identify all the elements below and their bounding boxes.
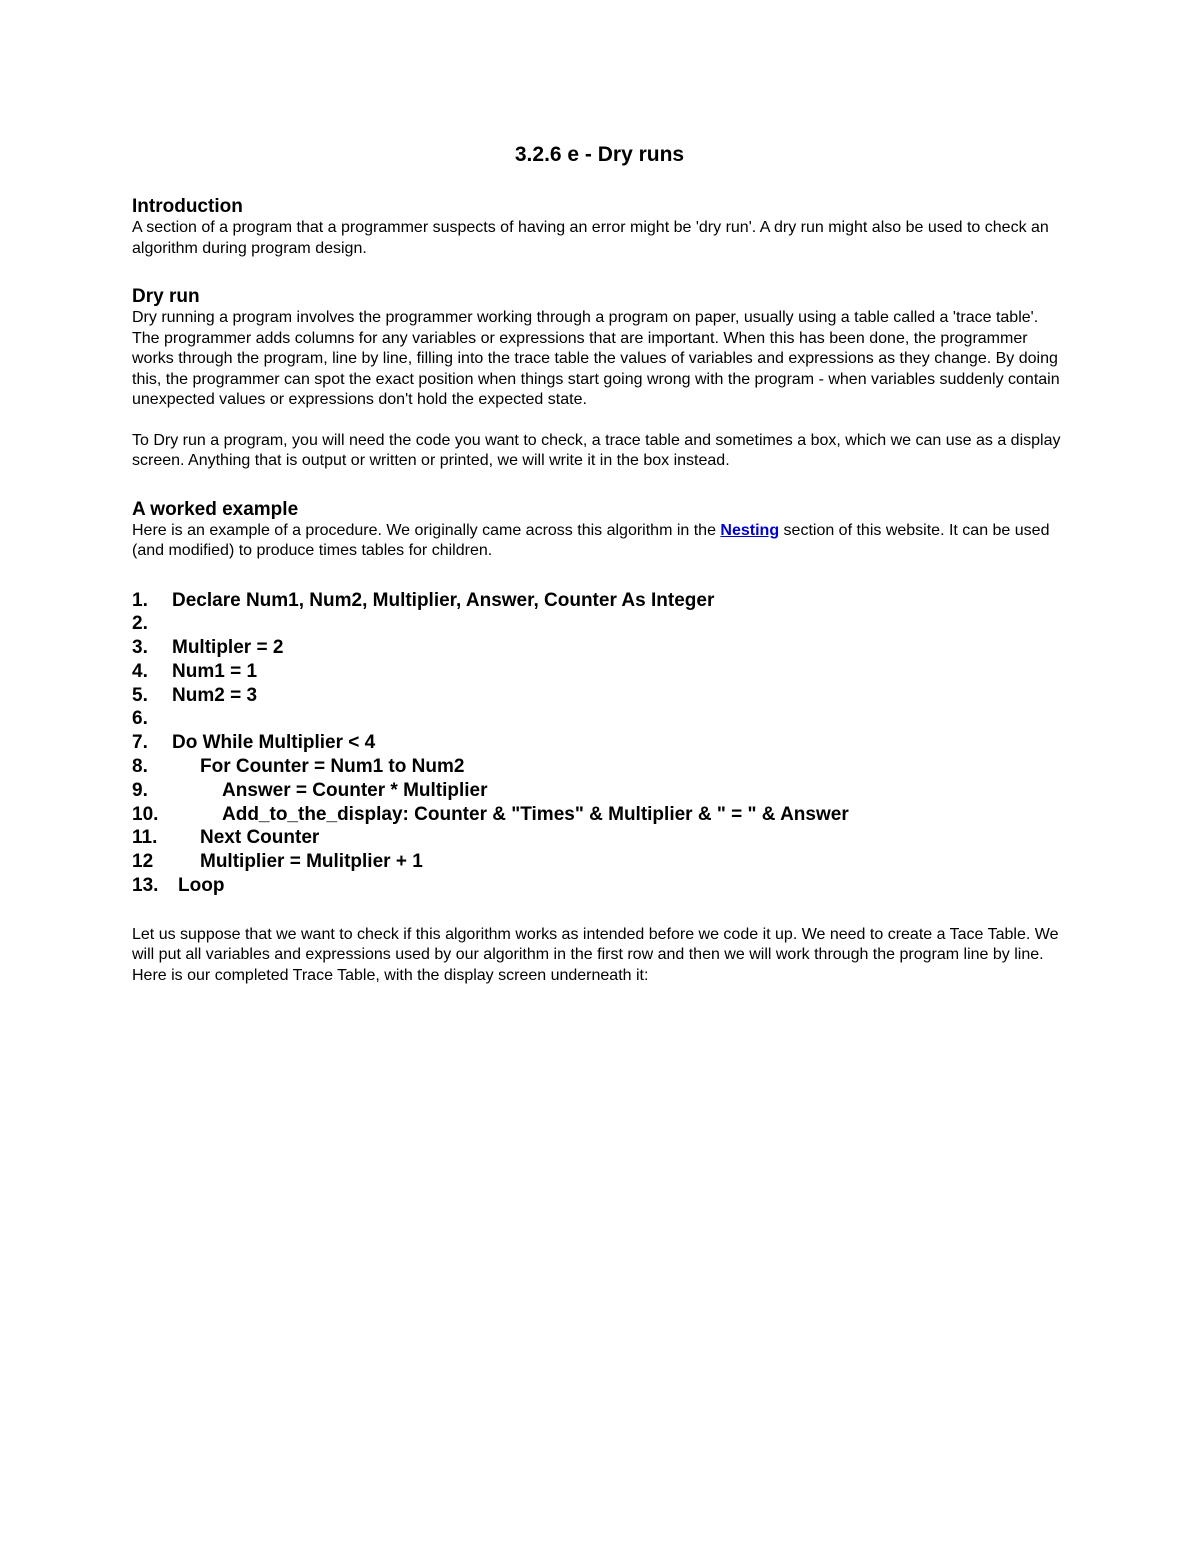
code-line	[132, 684, 1067, 708]
code-line	[132, 826, 1067, 850]
code-line	[132, 803, 1067, 827]
introduction-text: A section of a program that a programmer suspects of having an error might be 'dry run'. A dry run might also be used to check an algorithm during program design.	[132, 219, 1049, 257]
code-line	[132, 755, 1067, 779]
worked-example-text-start: Here is an example of a procedure. We originally came across this algorithm in the	[132, 521, 721, 539]
code-line	[132, 874, 1067, 898]
code-line	[132, 636, 1067, 660]
line-number: 2.	[132, 613, 148, 635]
code-line	[132, 612, 1067, 636]
code-text: Num2 = 3	[172, 684, 258, 706]
code-listing	[132, 589, 1067, 898]
code-text: Next Counter	[200, 827, 320, 849]
code-text: Do While Multiplier < 4	[172, 732, 376, 754]
line-number: 11.	[132, 827, 158, 849]
line-number: 12	[132, 851, 154, 873]
document-page	[132, 142, 1067, 986]
closing-paragraph: Let us suppose that we want to check if this algorithm works as intended before we code it up. We need to create a Tace Table. We will put all variables and expressions used by our algorithm in the first row and then we will work through the program line by line. Here is our completed Trace Table, with the display screen underneath it:	[132, 925, 1059, 984]
code-text: Multiplier = Mulitplier + 1	[200, 851, 423, 873]
introduction-section	[132, 196, 1067, 259]
line-number: 10.	[132, 803, 159, 825]
worked-example-heading: A worked example	[132, 498, 299, 520]
code-text: For Counter = Num1 to Num2	[200, 756, 465, 778]
code-line	[132, 850, 1067, 874]
page-title: 3.2.6 e - Dry runs	[514, 143, 685, 166]
code-text: Add_to_the_display: Counter & "Times" & Multiplier & " = " & Answer	[222, 803, 849, 825]
line-number: 8.	[132, 756, 148, 778]
dry-run-paragraph-2: To Dry run a program, you will need the code you want to check, a trace table and sometimes a box, which we can use as a display screen. Anything that is output or written or printed, we will write it in the box instead.	[132, 431, 1061, 469]
worked-example-section	[132, 499, 1067, 562]
dry-run-paragraph-1: Dry running a program involves the programmer working through a program on paper, usually using a table called a 'trace table'. The programmer adds columns for any variables or expressions that are important. When this has been done, the programmer works through the program, line by line, filling into the trace table the values of variables and expressions as they change. By doing this, the programmer can spot the exact position when things start going wrong with the program - when variables suddenly contain unexpected values or expressions don't hold the expected state.	[132, 309, 1060, 408]
line-number: 13.	[132, 875, 159, 897]
line-number: 3.	[132, 637, 148, 659]
nesting-link[interactable]: Nesting	[720, 521, 780, 539]
line-number: 7.	[132, 732, 148, 754]
introduction-heading: Introduction	[132, 196, 243, 217]
line-number: 4.	[132, 660, 148, 682]
code-line	[132, 731, 1067, 755]
code-text: Multipler = 2	[172, 637, 284, 659]
line-number: 6.	[132, 708, 148, 730]
code-text: Declare Num1, Num2, Multiplier, Answer, Counter As Integer	[172, 589, 715, 611]
dry-run-section	[132, 286, 1067, 472]
code-line	[132, 660, 1067, 684]
dry-run-heading: Dry run	[132, 286, 200, 307]
code-text: Num1 = 1	[172, 660, 258, 682]
code-line	[132, 589, 1067, 613]
code-line	[132, 707, 1067, 731]
code-line	[132, 779, 1067, 803]
line-number: 9.	[132, 779, 148, 801]
line-number: 1.	[132, 589, 148, 611]
code-text: Answer = Counter * Multiplier	[222, 779, 488, 801]
worked-example-text-end: section of this website. It can be used (and modified) to produce times tables for children.	[132, 521, 1050, 559]
line-number: 5.	[132, 684, 148, 706]
worked-example-text	[132, 521, 1067, 562]
code-text: Loop	[178, 875, 225, 897]
